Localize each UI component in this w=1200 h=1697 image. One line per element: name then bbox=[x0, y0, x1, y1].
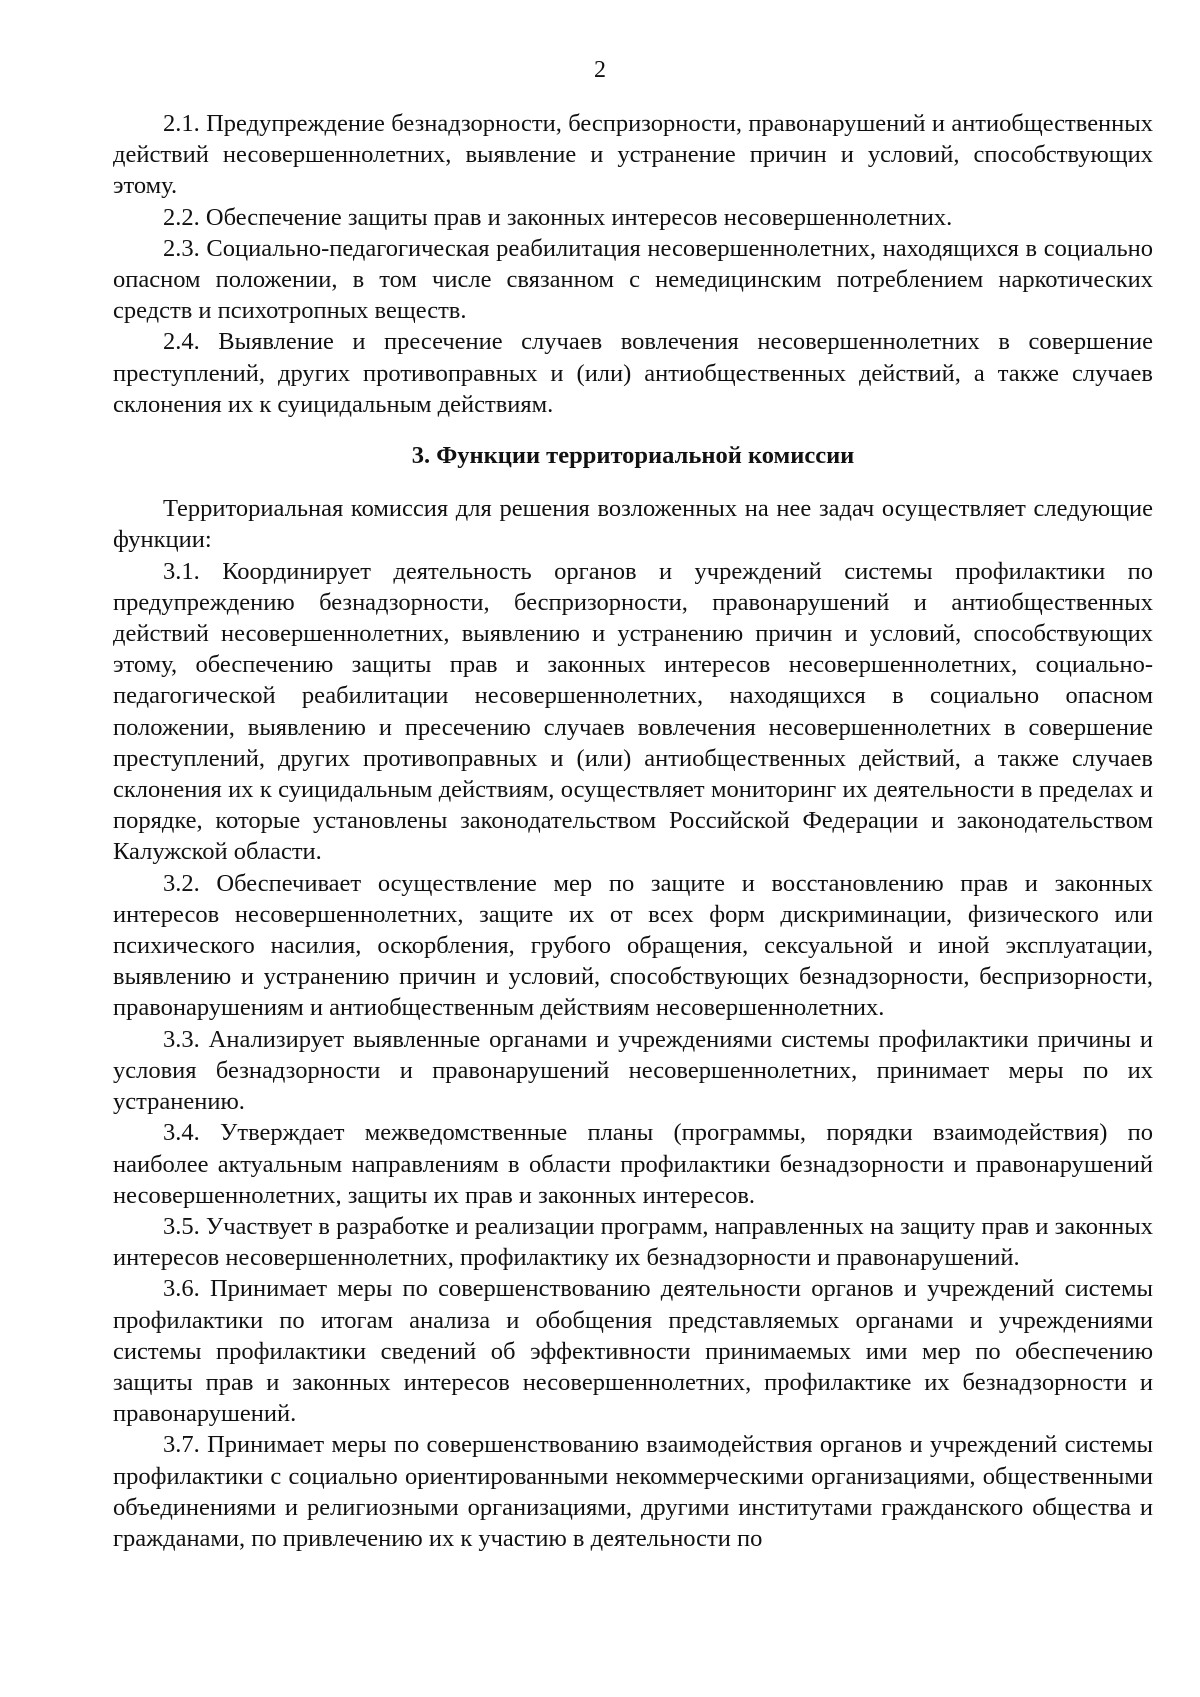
paragraph-2-1: 2.1. Предупреждение безнадзорности, беспризорности, правонарушений и антиобщественных действий несовершеннолетних, выявление и устранение причин и условий, способствующих этому. bbox=[113, 110, 1153, 200]
paragraph-3-5: 3.5. Участвует в разработке и реализации программ, направленных на защиту прав и законных интересов несовершеннолетних, профилактику их безнадзорности и правонарушений. bbox=[113, 1212, 1153, 1272]
paragraph-2-4: 2.4. Выявление и пресечение случаев вовлечения несовершеннолетних в совершение преступлений, других противоправных и (или) антиобщественных действий, а также случаев склонения их к суицидальным действиям. bbox=[113, 328, 1153, 418]
paragraph-3-1: 3.1. Координирует деятельность органов и учреждений системы профилактики по предупреждению безнадзорности, беспризорности, правонарушений и антиобщественных действий несовершеннолетних, выявлению и устранению причин и условий, способствующих этому, обеспечению защиты прав и законных интересов несовершеннолетних, социально-педагогической реабилитации несовершеннолетних, находящихся в социально опасном положении, выявлению и пресечению случаев вовлечения несовершеннолетних в совершение преступлений, других противоправных и (или) антиобщественных действий, а также случаев склонения их к суицидальным действиям, осуществляет мониторинг их деятельности в пределах и порядке, которые установлены законодательством Российской Федерации и законодательством Калужской области. bbox=[113, 557, 1153, 866]
document-body bbox=[113, 108, 1153, 1554]
paragraph-3-2: 3.2. Обеспечивает осуществление мер по защите и восстановлению прав и законных интересов несовершеннолетних, защите их от всех форм дискриминации, физического или психического насилия, оскорбления, грубого обращения, сексуальной и иной эксплуатации, выявлению и устранению причин и условий, способствующих безнадзорности, беспризорности, правонарушениям и антиобщественным действиям несовершеннолетних. bbox=[113, 869, 1153, 1022]
paragraph-3-7: 3.7. Принимает меры по совершенствованию взаимодействия органов и учреждений системы профилактики с социально ориентированными некоммерческими организациями, общественными объединениями и религиозными организациями, другими институтами гражданского общества и гражданами, по привлечению их к участию в деятельности по bbox=[113, 1431, 1153, 1552]
page-number: 2 bbox=[594, 57, 606, 83]
paragraph-3-6: 3.6. Принимает меры по совершенствованию деятельности органов и учреждений системы профилактики по итогам анализа и обобщения представляемых органами и учреждениями системы профилактики сведений об эффективности принимаемых ими мер по обеспечению защиты прав и законных интересов несовершеннолетних, профилактике их безнадзорности и правонарушений. bbox=[113, 1275, 1153, 1428]
section-heading: 3. Функции территориальной комиссии bbox=[411, 442, 855, 470]
paragraph-2-2: 2.2. Обеспечение защиты прав и законных интересов несовершеннолетних. bbox=[163, 203, 953, 231]
section-intro: Территориальная комиссия для решения возложенных на нее задач осуществляет следующие функции: bbox=[113, 495, 1153, 554]
paragraph-3-3: 3.3. Анализирует выявленные органами и учреждениями системы профилактики причины и условия безнадзорности и правонарушений несовершеннолетних, принимает меры по их устранению. bbox=[113, 1025, 1153, 1116]
paragraph-3-4: 3.4. Утверждает межведомственные планы (программы, порядки взаимодействия) по наиболее актуальным направлениям в области профилактики безнадзорности и правонарушений несовершеннолетних, защиты их прав и законных интересов. bbox=[113, 1119, 1153, 1209]
paragraph-2-3: 2.3. Социально-педагогическая реабилитация несовершеннолетних, находящихся в социально опасном положении, в том числе связанном с немедицинским потреблением наркотических средств и психотропных веществ. bbox=[113, 234, 1153, 325]
